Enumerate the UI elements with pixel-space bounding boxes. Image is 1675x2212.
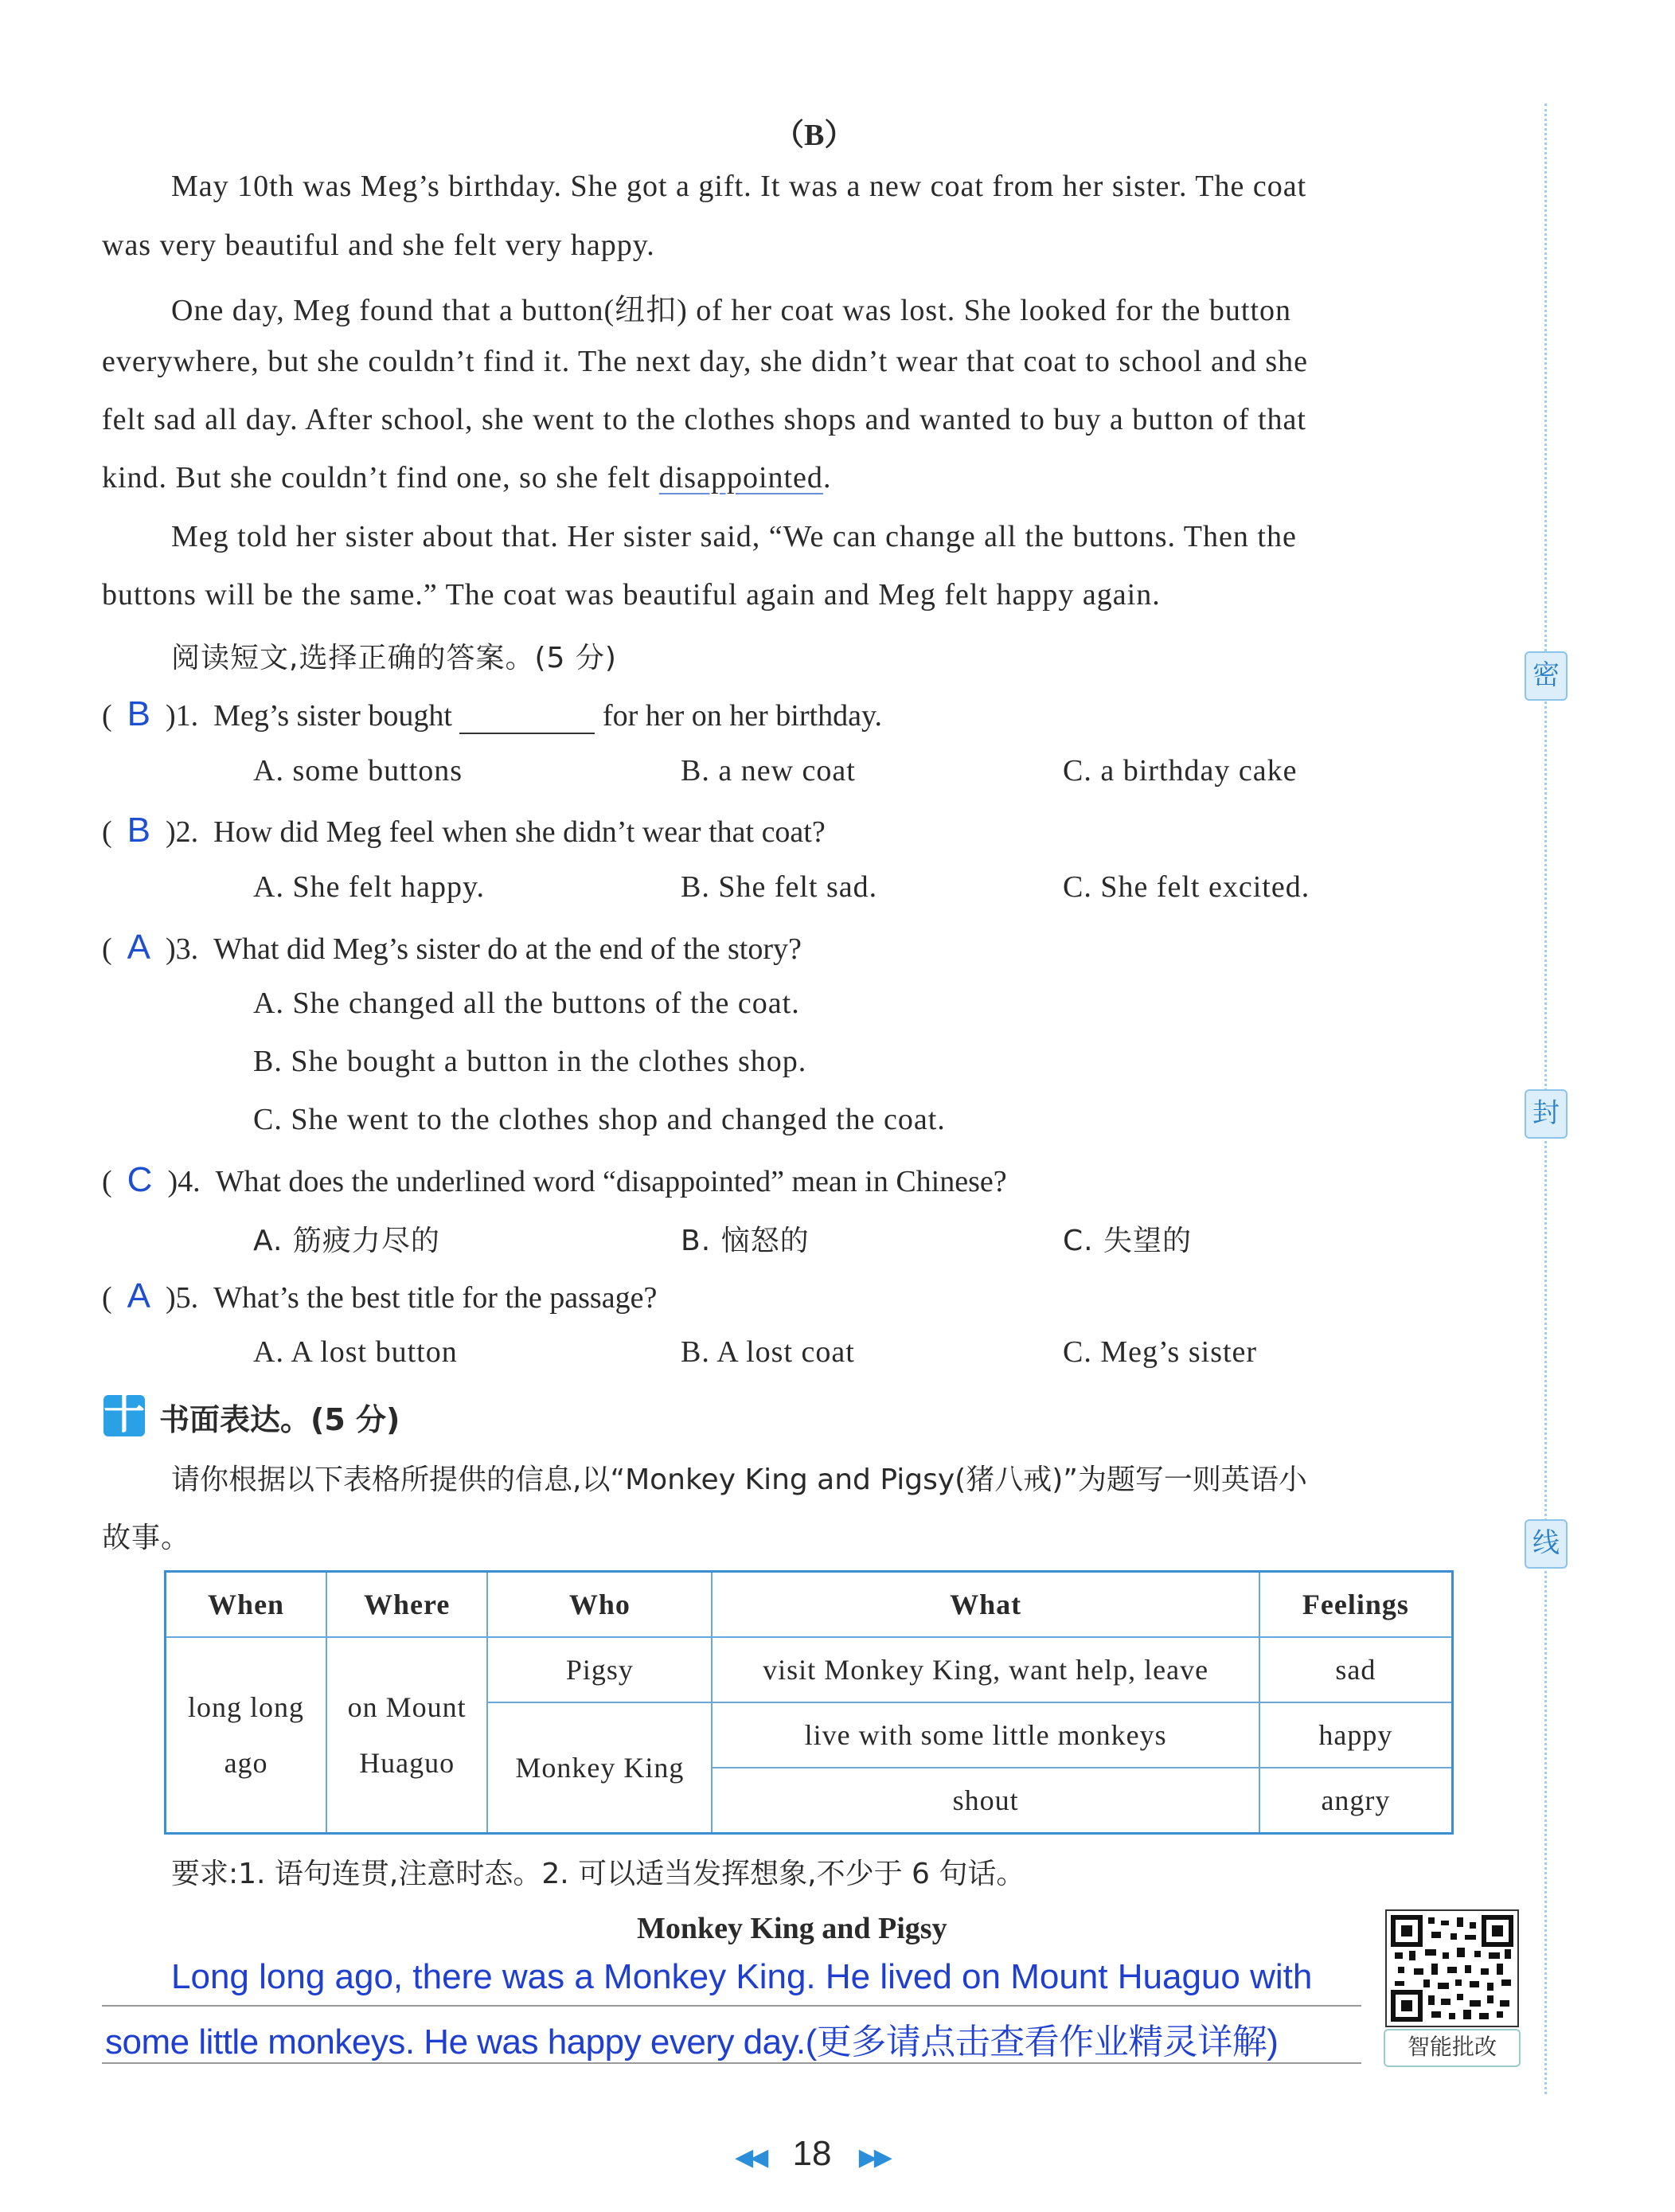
writing-heading: 书面表达。(5 分) <box>159 1402 400 1437</box>
option-a: A. She changed all the buttons of the coat. <box>253 987 800 1020</box>
option-a: A. She felt happy. <box>253 870 485 904</box>
question-2: ( B )2. How did Meg feel when she didn’t wear that coat? <box>102 811 826 850</box>
answer-2: B <box>127 811 151 850</box>
page-number: 18 <box>792 2134 832 2173</box>
cell-what: visit Monkey King, want help, leave <box>712 1637 1259 1702</box>
question-text: What did Meg’s sister do at the end of the story? <box>213 932 802 966</box>
option-c: C. She went to the clothes shop and changed the coat. <box>253 1103 946 1136</box>
header-feelings: Feelings <box>1259 1572 1453 1638</box>
cell-feeling: sad <box>1259 1637 1453 1702</box>
question-number: )1. <box>166 699 199 733</box>
cell-what: shout <box>712 1768 1259 1834</box>
writing-prompt: 故事。 <box>102 1522 191 1554</box>
question-number: )3. <box>166 932 199 966</box>
writing-rule <box>102 2062 1361 2064</box>
page-number-footer <box>716 2134 908 2174</box>
table-header-row <box>166 1572 1453 1638</box>
qr-code-icon <box>1387 1911 1517 2026</box>
option-b: B. 恼怒的 <box>681 1225 810 1257</box>
cell-what: live with some little monkeys <box>712 1702 1259 1768</box>
prev-arrow-icon: ◀◀ <box>735 2144 766 2171</box>
option-b: B. a new coat <box>681 754 856 787</box>
option-b: B. She bought a button in the clothes shop. <box>253 1045 807 1078</box>
question-number: )4. <box>167 1165 201 1198</box>
section-number-badge: 十 <box>103 1391 146 1439</box>
info-table <box>164 1570 1454 1835</box>
answer-3: A <box>127 928 151 967</box>
writing-prompt: 请你根据以下表格所提供的信息,以“Monkey King and Pigsy(猪八戒)”为题写一则英语小 <box>171 1464 1307 1496</box>
header-who: Who <box>487 1572 712 1638</box>
section-label: （B） <box>774 119 855 152</box>
passage-line: One day, Meg found that a button(纽扣) of her coat was lost. She looked for the button <box>171 294 1292 327</box>
question-text: Meg’s sister bought <box>213 699 460 733</box>
option-b: B. A lost coat <box>681 1335 855 1369</box>
question-1: ( B )1. Meg’s sister bought for her on her birthday. <box>102 694 882 733</box>
next-arrow-icon: ▶▶ <box>858 2144 889 2171</box>
passage-text: kind. But she couldn’t find one, so she felt <box>102 461 659 494</box>
cell-where: on Mount Huaguo <box>326 1637 487 1834</box>
cell-feeling: angry <box>1259 1768 1453 1834</box>
passage-period: . <box>822 461 832 494</box>
passage-line: was very beautiful and she felt very happy. <box>102 229 655 262</box>
option-a: A. 筋疲力尽的 <box>253 1225 440 1257</box>
question-5: ( A )5. What’s the best title for the passage? <box>102 1276 658 1315</box>
option-c: C. Meg’s sister <box>1063 1335 1258 1369</box>
question-number: )5. <box>166 1281 199 1315</box>
instruction: 阅读短文,选择正确的答案。(5 分) <box>171 642 617 674</box>
option-b: B. She felt sad. <box>681 870 878 904</box>
option-c: C. She felt excited. <box>1063 870 1310 904</box>
header-where: Where <box>326 1572 487 1638</box>
answer-4: C <box>127 1160 153 1199</box>
question-text: How did Meg feel when she didn’t wear that coat? <box>213 815 826 849</box>
option-a: A. some buttons <box>253 754 463 787</box>
passage-line: buttons will be the same.” The coat was beautiful again and Meg felt happy again. <box>102 578 1161 612</box>
question-number: )2. <box>166 815 199 849</box>
passage-line: felt sad all day. After school, she went to the clothes shops and wanted to buy a button of that <box>102 403 1306 436</box>
question-text: for her on her birthday. <box>595 699 882 733</box>
passage-line: May 10th was Meg’s birthday. She got a gift. It was a new coat from her sister. The coat <box>171 170 1307 203</box>
writing-rule <box>102 2005 1361 2007</box>
cell-feeling: happy <box>1259 1702 1453 1768</box>
option-c: C. a birthday cake <box>1063 754 1298 787</box>
option-c: C. 失望的 <box>1063 1225 1193 1257</box>
cell-who: Pigsy <box>487 1637 712 1702</box>
answer-1: B <box>127 694 151 733</box>
side-tab-xian: 线 <box>1525 1519 1568 1569</box>
qr-caption: 智能批改 <box>1384 2029 1521 2067</box>
side-tab-mi: 密 <box>1525 651 1568 701</box>
option-a: A. A lost button <box>253 1335 458 1369</box>
header-when: When <box>166 1572 327 1638</box>
passage-line <box>102 460 831 495</box>
question-text: What’s the best title for the passage? <box>213 1281 658 1315</box>
passage-line: Meg told her sister about that. Her sister said, “We can change all the buttons. Then the <box>171 520 1297 553</box>
qr-code <box>1385 1909 1519 2027</box>
question-4: ( C )4. What does the underlined word “disappointed” mean in Chinese? <box>102 1160 1007 1199</box>
answer-blank <box>459 702 595 734</box>
essay-line: some little monkeys. He was happy every day.(更多请点击查看作业精灵详解) <box>105 2022 1279 2062</box>
answer-5: A <box>127 1276 151 1315</box>
essay-title: Monkey King and Pigsy <box>637 1912 947 1945</box>
essay-line: Long long ago, there was a Monkey King. He lived on Mount Huaguo with <box>171 1957 1313 1996</box>
header-what: What <box>712 1572 1259 1638</box>
passage-line: everywhere, but she couldn’t find it. The next day, she didn’t wear that coat to school and she <box>102 345 1309 378</box>
question-3: ( A )3. What did Meg’s sister do at the end of the story? <box>102 928 802 967</box>
cell-who: Monkey King <box>487 1702 712 1834</box>
cell-when: long long ago <box>166 1637 327 1834</box>
table-row <box>166 1637 1453 1702</box>
underlined-word: disappointed <box>658 461 823 494</box>
writing-requirement: 要求:1. 语句连贯,注意时态。2. 可以适当发挥想象,不少于 6 句话。 <box>171 1858 1025 1890</box>
question-text: What does the underlined word “disappointed” mean in Chinese? <box>215 1165 1007 1198</box>
side-tab-feng: 封 <box>1525 1089 1568 1139</box>
